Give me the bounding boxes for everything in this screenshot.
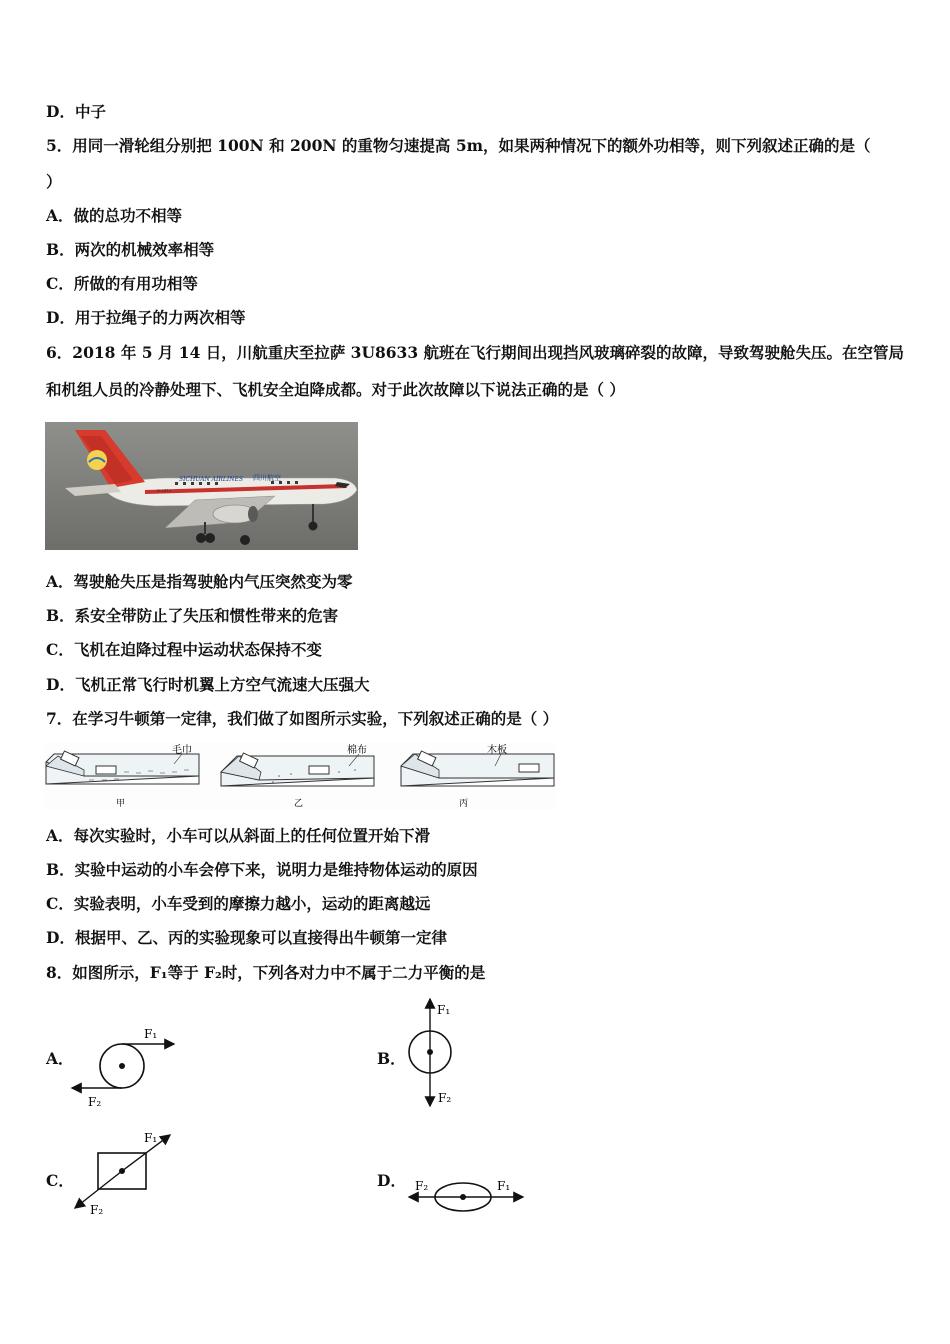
airline-name-cn: 四川航空 [253,474,281,482]
q8-option-c-label: C． [46,1171,74,1190]
question-6-option-c: C．飞机在迫降过程中运动状态保持不变 [46,640,322,659]
q8-diagram-d [405,1172,527,1218]
q8-diagram-c [70,1128,180,1218]
question-7-option-a: A．每次实验时，小车可以从斜面上的任何位置开始下滑 [46,826,431,845]
question-7-option-b: B．实验中运动的小车会停下来，说明力是维持物体运动的原因 [46,860,478,879]
force-f1: F₁ [497,1179,511,1193]
panel-jia-label: 甲 [116,799,126,809]
question-6-option-b: B．系安全带防止了失压和惯性带来的危害 [46,606,339,625]
question-7-option-c: C．实验表明，小车受到的摩擦力越小，运动的距离越远 [46,894,431,913]
option-line: D．中子 [46,102,106,121]
question-7-stem: 7．在学习牛顿第一定律，我们做了如图所示实验，下列叙述正确的是（ ） [46,709,559,728]
airplane-photo [45,422,358,550]
newton-experiment-figure [44,742,556,810]
airline-name: SICHUAN AIRLINES [179,476,243,483]
q8-option-a-label: A． [46,1049,74,1068]
q8-option-d-label: D． [377,1171,406,1190]
force-f1: F₁ [144,1131,158,1145]
cotton-label: 棉布 [347,745,367,756]
panel-bing-label: 丙 [459,799,469,809]
force-f2: F₂ [438,1091,452,1105]
question-6-option-a: A．驾驶舱失压是指驾驶舱内气压突然变为零 [46,572,353,591]
question-7-option-d: D．根据甲、乙、丙的实验现象可以直接得出牛顿第一定律 [46,928,447,947]
question-5-stem-end: ） [46,172,62,191]
panel-yi-label: 乙 [294,799,304,809]
question-5-stem: 5．用同一滑轮组分别把 100N 和 200N 的重物匀速提高 5m，如果两种情况下的额外功相等，则下列叙述正确的是（ [46,136,871,155]
q8-diagram-b [402,996,462,1110]
force-f1: F₁ [144,1027,158,1041]
question-5-option-b: B．两次的机械效率相等 [46,240,215,259]
question-5-option-d: D．用于拉绳子的力两次相等 [46,308,246,327]
question-6-stem-2: 和机组人员的冷静处理下、飞机安全迫降成都。对于此次故障以下说法正确的是（ ） [46,380,625,399]
wood-label: 木板 [487,745,507,756]
q8-option-b-label: B． [377,1049,406,1068]
question-5-option-a: A．做的总功不相等 [46,206,183,225]
question-5-option-c: C．所做的有用功相等 [46,274,198,293]
force-f1: F₁ [437,1003,451,1017]
question-8-stem: 8．如图所示，F₁等于 F₂时，下列各对力中不属于二力平衡的是 [46,963,486,982]
question-6-option-d: D．飞机正常飞行时机翼上方空气流速大压强大 [46,675,370,694]
question-6-stem: 6．2018 年 5 月 14 日，川航重庆至拉萨 3U8633 航班在飞行期间出现挡风玻璃碎裂的故障，导致驾驶舱失压。在空管局 [46,343,904,362]
force-f2: F₂ [90,1203,104,1217]
registration: B-6418 [157,488,172,493]
force-f2: F₂ [415,1179,429,1193]
force-f2: F₂ [88,1095,102,1109]
towel-label: 毛巾 [172,745,192,756]
q8-diagram-a [70,1022,180,1110]
